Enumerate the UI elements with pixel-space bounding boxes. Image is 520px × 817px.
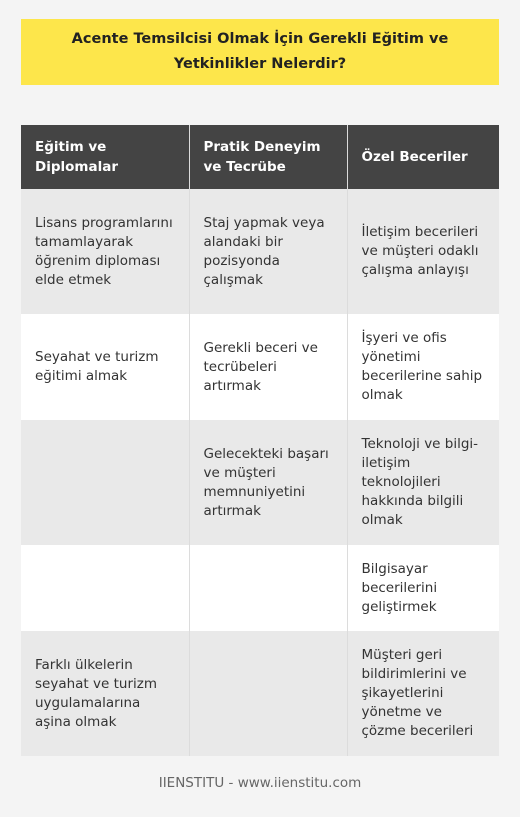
table-cell: Gelecekteki başarı ve müşteri memnuniyetini artırmak (189, 420, 347, 545)
table-cell: Staj yapmak veya alandaki bir pozisyonda çalışmak (189, 189, 347, 314)
table-cell: Farklı ülkelerin seyahat ve turizm uygulamalarına aşina olmak (21, 631, 189, 756)
table-header-row (21, 125, 499, 189)
table-cell: Seyahat ve turizm eğitimi almak (21, 314, 189, 420)
skills-table (21, 125, 499, 756)
table-row (21, 314, 499, 420)
page-title: Acente Temsilcisi Olmak İçin Gerekli Eğitim ve Yetkinlikler Nelerdir? (71, 31, 449, 72)
table-row (21, 545, 499, 631)
table-cell: Teknoloji ve bilgi-iletişim teknolojileri hakkında bilgili olmak (347, 420, 499, 545)
table-cell (21, 545, 189, 631)
table-cell (189, 545, 347, 631)
table-cell (21, 420, 189, 545)
table-cell: Bilgisayar becerilerini geliştirmek (347, 545, 499, 631)
header-skills: Özel Beceriler (347, 125, 499, 189)
table-cell: Müşteri geri bildirimlerini ve şikayetlerini yönetme ve çözme becerileri (347, 631, 499, 756)
footer-credit: IIENSTITU - www.iienstitu.com (158, 775, 362, 791)
table-row (21, 631, 499, 756)
title-banner (21, 19, 499, 85)
table-cell: Lisans programlarını tamamlayarak öğrenim diploması elde etmek (21, 189, 189, 314)
table-cell: İşyeri ve ofis yönetimi becerilerine sahip olmak (347, 314, 499, 420)
header-experience: Pratik Deneyim ve Tecrübe (189, 125, 347, 189)
table-cell (189, 631, 347, 756)
table-row (21, 189, 499, 314)
table-row (21, 420, 499, 545)
table-cell: İletişim becerileri ve müşteri odaklı çalışma anlayışı (347, 189, 499, 314)
header-education: Eğitim ve Diplomalar (21, 125, 189, 189)
table-cell: Gerekli beceri ve tecrübeleri artırmak (189, 314, 347, 420)
